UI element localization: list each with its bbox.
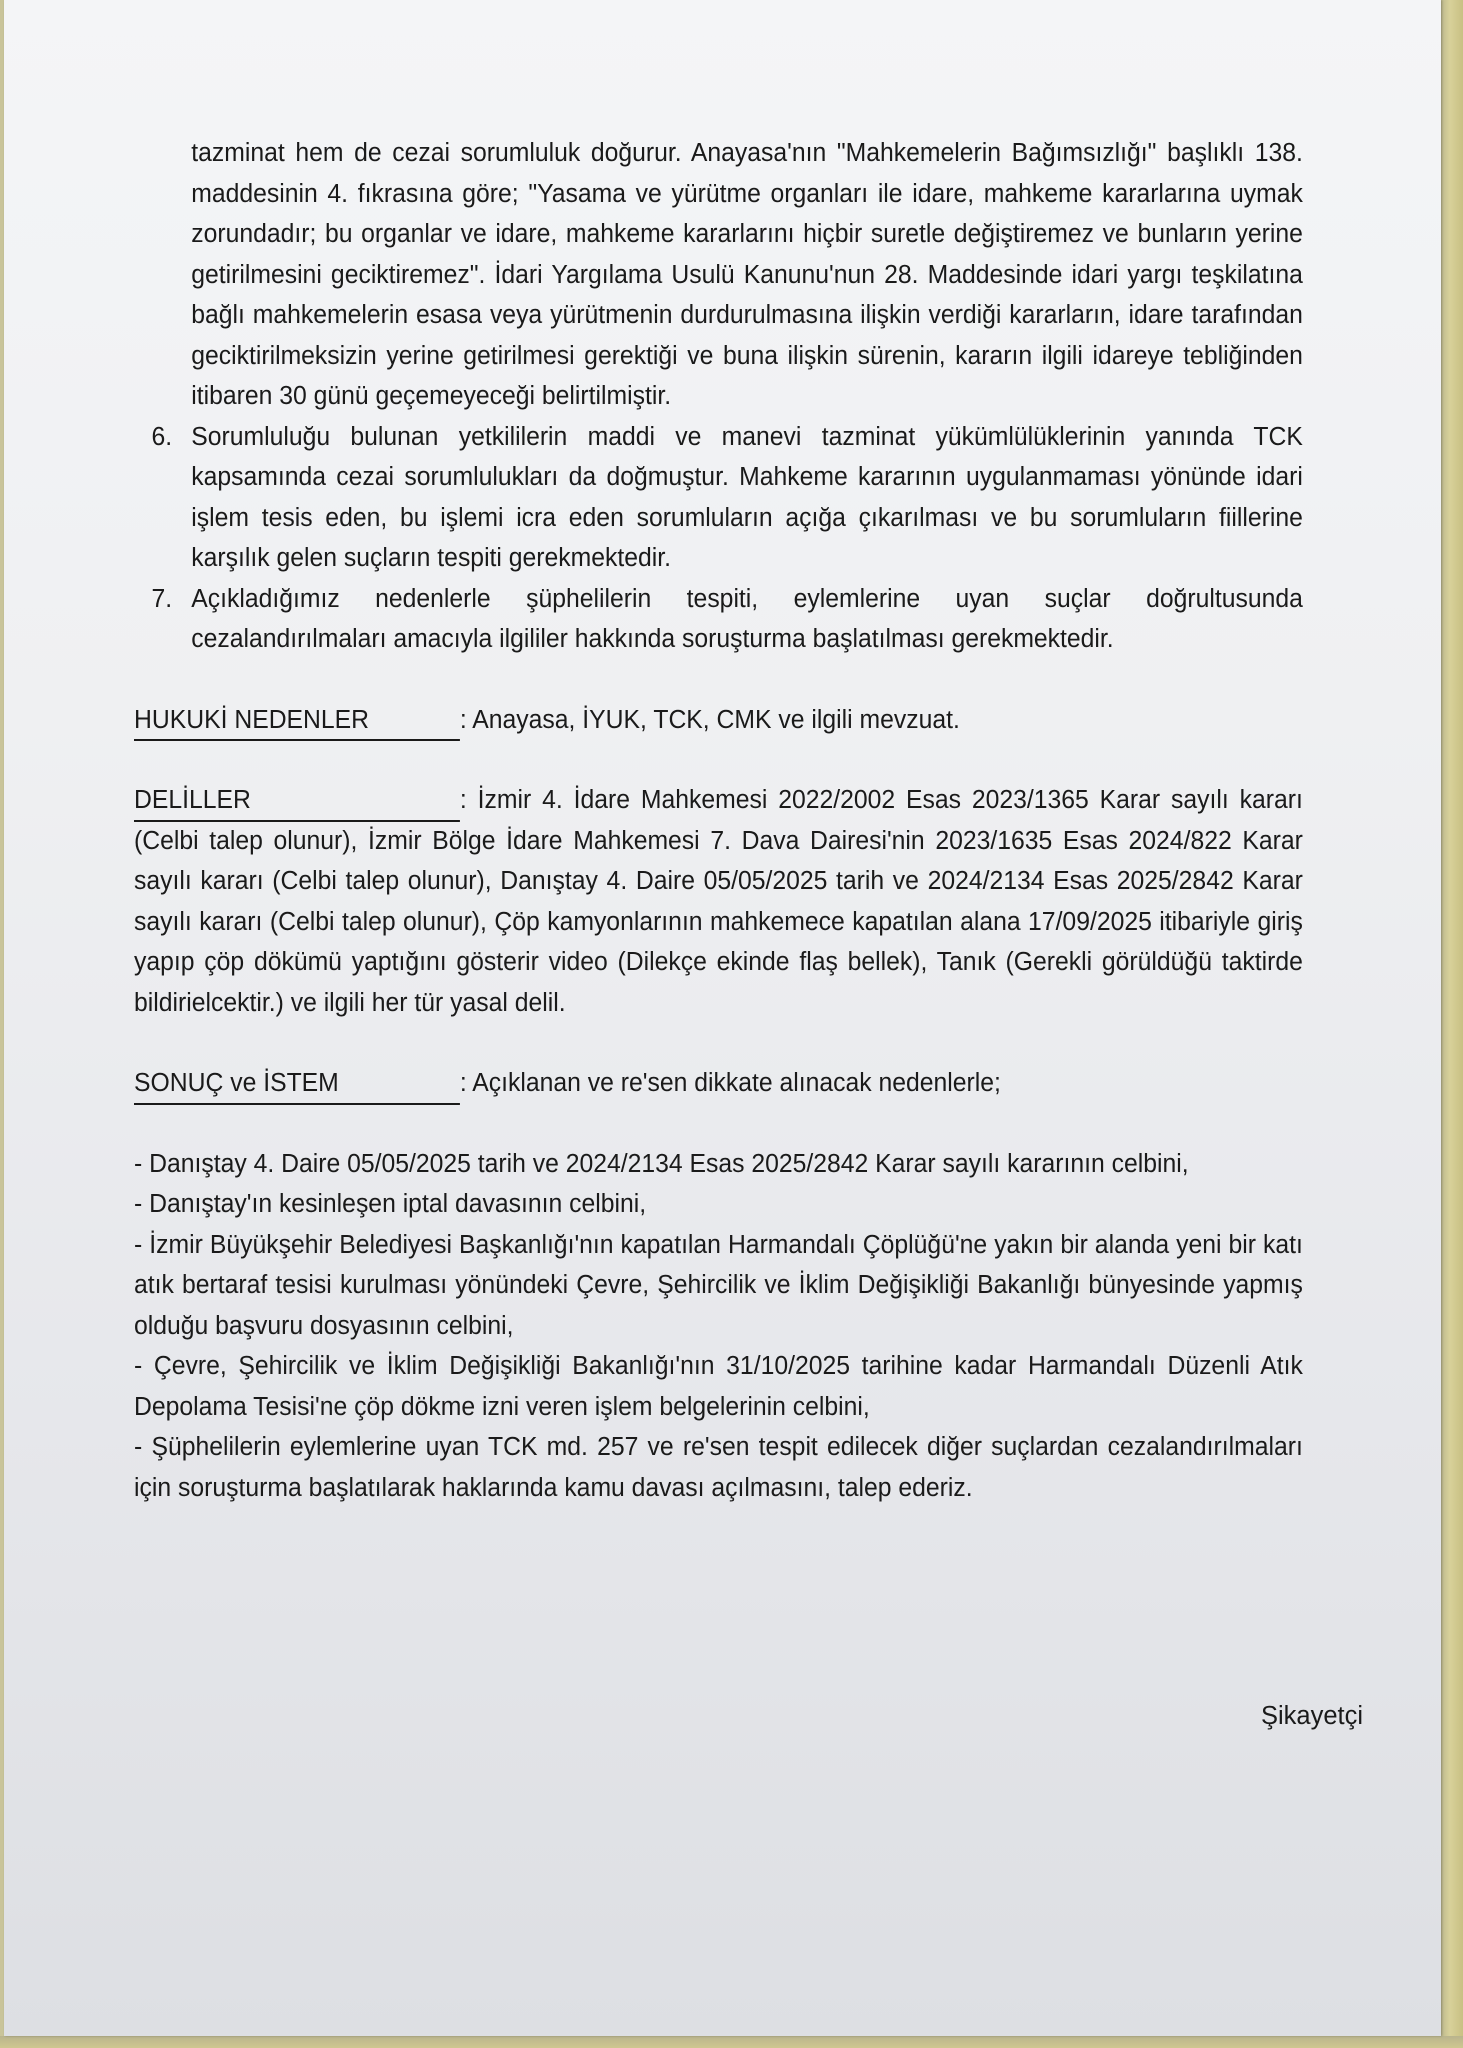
section-text: : İzmir 4. İdare Mahkemesi 2022/2002 Esas 2023/1365 Karar sayılı kararı (Celbi talep olunur), İzmir Bölge İdare Mahkemesi 7. Dava Dairesi'nin 2023/1635 Esas 2024/822 Karar sayılı kararı (Celbi talep olunur), Danıştay 4. Daire 05/05/2025 tarih ve 2024/2134 Esas 2025/2842 Karar sayılı kararı (Celbi talep olunur), Çöp kamyonlarının mahkemece kapatılan alana 17/09/2025 itibariyle giriş yapıp çöp dökümü yaptığını gösterir video (Dilekçe ekinde flaş bellek), Tanık (Gerekli görüldüğü taktirde bildirielcektir.) ve ilgili her tür yasal delil. xyxy=(134,786,1303,1017)
heading-text: SONUÇ ve İSTEM xyxy=(134,1069,339,1097)
request-item: - Çevre, Şehircilik ve İklim Değişikliği Bakanlığı'nın 31/10/2025 tarihine kadar Harmandalı Düzenli Atık Depolama Tesisi'ne çöp dökme izni veren işlem belgelerinin celbini, xyxy=(134,1352,1303,1421)
heading-text: HUKUKİ NEDENLER xyxy=(134,705,370,734)
heading-text: DELİLLER xyxy=(134,786,251,814)
request-item: - Danıştay'ın kesinleşen iptal davasının celbini, xyxy=(134,1190,647,1218)
item-text: Açıkladığımız nedenlerle şüphelilerin tespiti, eylemlerine uyan suçlar doğrultusunda cezalandırılmaları amacıyla ilgililer hakkında soruşturma başlatılması gerekmektedir. xyxy=(191,584,1303,653)
section-text: : Açıklanan ve re'sen dikkate alınacak nedenlerle; xyxy=(459,1069,1001,1097)
request-item: - Danıştay 4. Daire 05/05/2025 tarih ve 2024/2134 Esas 2025/2842 Karar sayılı kararının celbini, xyxy=(134,1149,1189,1178)
section-conclusion xyxy=(134,1063,1303,1104)
section-text: : Anayasa, İYUK, TCK, CMK ve ilgili mevzuat. xyxy=(459,705,960,734)
item-number: 7. xyxy=(151,584,173,613)
numbered-item-6 xyxy=(134,417,1303,579)
signature-label: Şikayetçi xyxy=(1261,1702,1364,1730)
item-number: 6. xyxy=(151,422,173,451)
requests-list xyxy=(134,1144,1303,1509)
table-surface-right xyxy=(1441,0,1463,2048)
section-heading xyxy=(134,1063,460,1104)
request-item: - Şüphelilerin eylemlerine uyan TCK md. 257 ve re'sen tespit edilecek diğer suçlardan cezalandırılmaları için soruşturma başlatılarak haklarında kamu davası açılmasını, talep ederiz. xyxy=(134,1433,1303,1502)
continued-paragraph: tazminat hem de cezai sorumluluk doğurur. Anayasa'nın "Mahkemelerin Bağımsızlığı" başlıklı 138. maddesinin 4. fıkrasına göre; "Yasama ve yürütme organları ile idare, mahkeme kararlarına uymak zorundadır; bu organlar ve idare, mahkeme kararlarını hiçbir suretle değiştiremez ve bunların yerine getirilmesini geciktiremez". İdari Yargılama Usulü Kanunu'nun 28. Maddesinde idari yargı teşkilatına bağlı mahkemelerin esasa veya yürütmenin durdurulmasına ilişkin verdiği kararların, idare tarafından geciktirilmeksizin yerine getirilmesi gerektiği ve buna ilişkin sürenin, kararın ilgili idareye tebliğinden itibaren 30 günü geçemeyeceği belirtilmiştir. xyxy=(191,139,1303,410)
section-legal-grounds xyxy=(134,700,1303,741)
numbered-item-7 xyxy=(134,579,1303,660)
item-text: Sorumluluğu bulunan yetkililerin maddi ve manevi tazminat yükümlülüklerinin yanında TCK kapsamında cezai sorumlulukları da doğmuştur. Mahkeme kararının uygulanmaması yönünde idari işlem tesis eden, bu işlemi icra eden sorumluların açığa çıkarılması ve bu sorumluların fiillerine karşılık gelen suçların tespiti gerekmektedir. xyxy=(191,422,1303,572)
table-surface-bottom xyxy=(0,2036,1463,2048)
section-heading xyxy=(134,700,460,741)
section-heading xyxy=(134,780,460,821)
paper-sheet xyxy=(4,0,1441,2036)
document-body xyxy=(134,133,1303,1508)
request-item: - İzmir Büyükşehir Belediyesi Başkanlığı'nın kapatılan Harmandalı Çöplüğü'ne yakın bir alanda yeni bir katı atık bertaraf tesisi kurulması yönündeki Çevre, Şehircilik ve İklim Değişikliği Bakanlığı bünyesinde yapmış olduğu başvuru dosyasının celbini, xyxy=(134,1230,1303,1340)
